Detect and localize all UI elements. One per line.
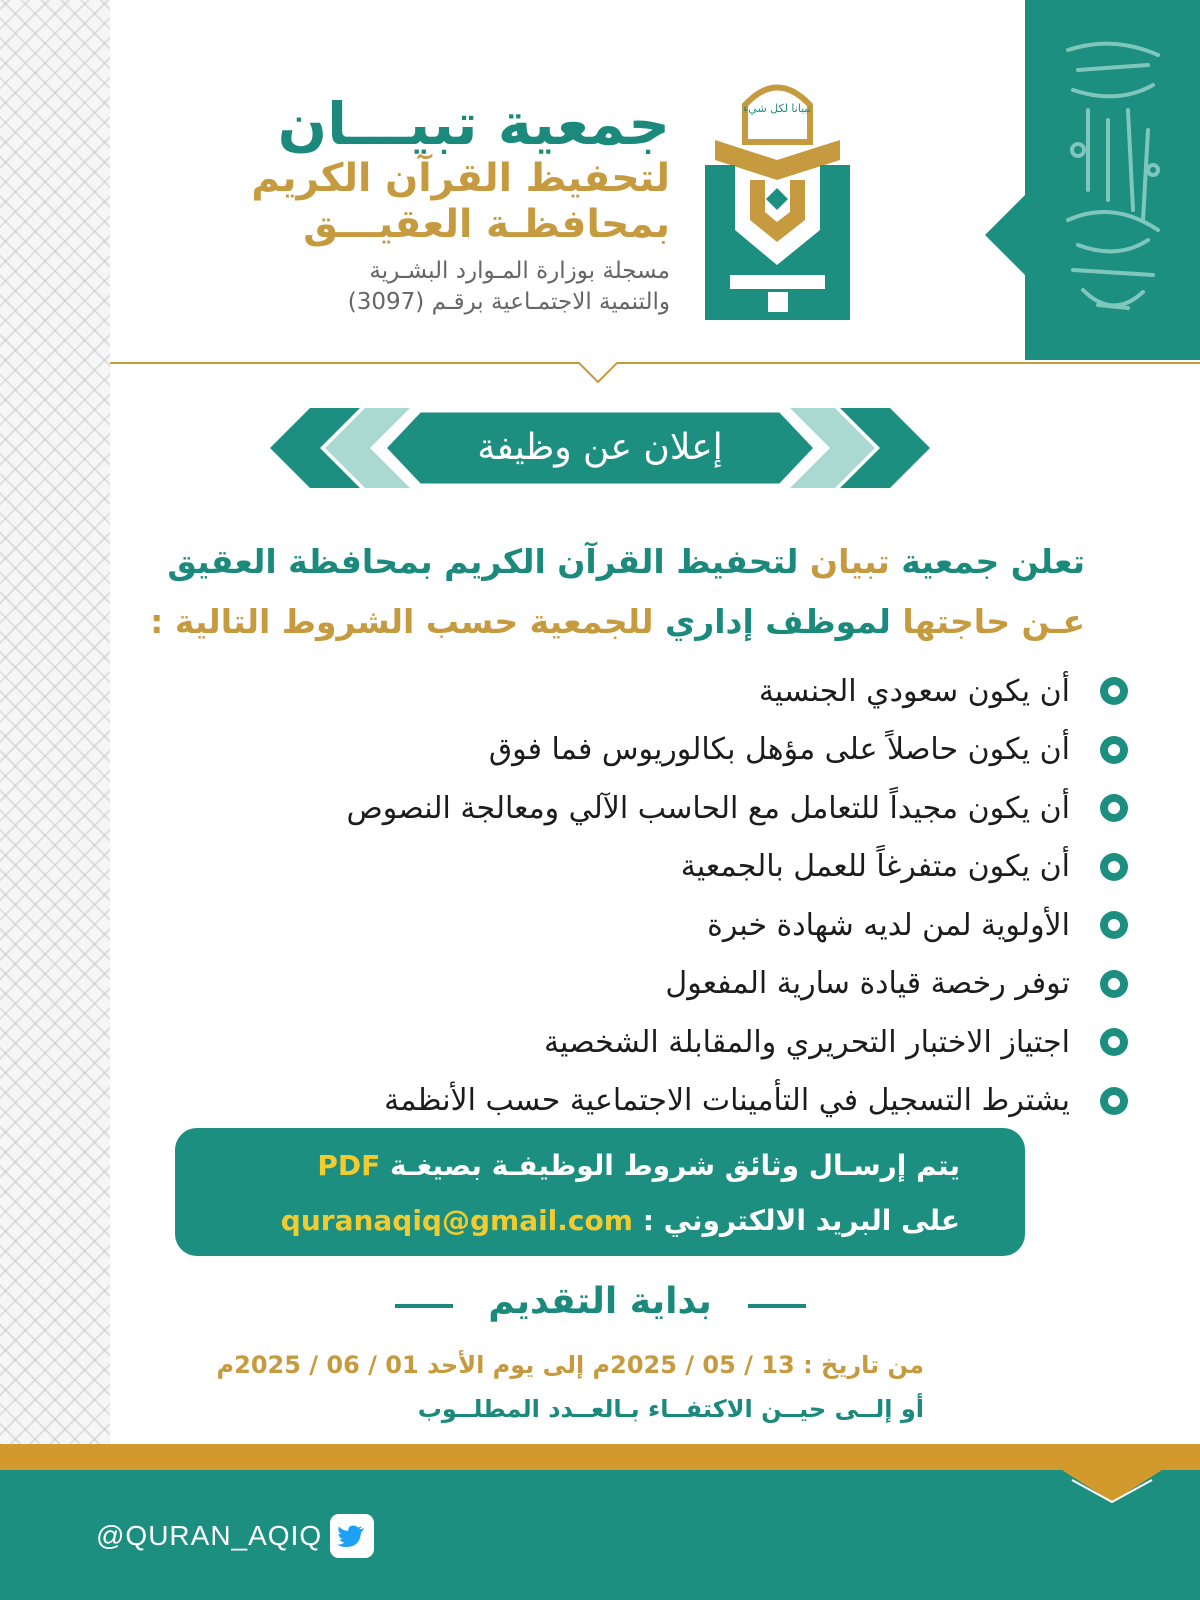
submission-line-2 xyxy=(281,1201,960,1241)
logo xyxy=(700,70,855,330)
list-item xyxy=(347,721,1128,780)
org-subtitle-1: لتحفيظ القرآن الكريم xyxy=(251,156,670,201)
intro-line-1-a: تعلن جمعية xyxy=(889,542,1085,581)
bullet-icon xyxy=(1100,970,1128,998)
divider-arrow xyxy=(578,362,618,384)
email-label: على البريد الالكتروني : xyxy=(642,1204,960,1237)
social-handle[interactable]: @QURAN_AQIQ xyxy=(96,1520,323,1551)
bullet-icon xyxy=(1100,1087,1128,1115)
intro-line-1 xyxy=(85,532,1085,592)
intro-line-2-c: للجمعية حسب الشروط التالية : xyxy=(150,602,665,641)
list-item xyxy=(347,955,1128,1014)
email-link[interactable]: quranaqiq@gmail.com xyxy=(280,1204,633,1237)
intro-line-2 xyxy=(85,592,1085,652)
bullet-icon xyxy=(1100,736,1128,764)
intro-line-1-c: لتحفيظ القرآن الكريم بمحافظة العقيق xyxy=(167,542,810,581)
requirement-text: يشترط التسجيل في التأمينات الاجتماعية حسب الأنظمة xyxy=(384,1083,1070,1119)
list-item xyxy=(347,1013,1128,1072)
intro-line-1-b: تبيان xyxy=(809,542,890,581)
list-item xyxy=(347,662,1128,721)
requirements-list xyxy=(347,662,1128,1130)
calligraphy-artwork xyxy=(1048,30,1178,330)
intro-line-2-a: عـن حاجتها xyxy=(890,602,1085,641)
intro-text xyxy=(85,532,1085,652)
bullet-icon xyxy=(1100,794,1128,822)
org-name: جمعية تبيـــان xyxy=(277,90,670,158)
divider xyxy=(110,362,1200,364)
twitter-icon[interactable] xyxy=(330,1514,374,1558)
org-header xyxy=(251,92,670,318)
bullet-icon xyxy=(1100,911,1128,939)
requirement-text: أن يكون سعودي الجنسية xyxy=(758,673,1070,709)
band-notch xyxy=(985,195,1025,275)
list-item xyxy=(347,1072,1128,1131)
requirement-text: الأولوية لمن لديه شهادة خبرة xyxy=(707,907,1070,943)
until-filled: أو إلــى حيــن الاكتفــاء بـالعــدد المطلــوب xyxy=(417,1395,924,1423)
file-format: PDF xyxy=(317,1149,381,1182)
list-item xyxy=(347,838,1128,897)
application-start-title: بداية التقديم xyxy=(488,1281,712,1322)
requirement-text: أن يكون مجيداً للتعامل مع الحاسب الآلي ومعالجة النصوص xyxy=(346,790,1070,826)
registration-line-1: مسجلة بوزارة المـوارد البشـرية xyxy=(369,258,670,284)
requirement-text: توفر رخصة قيادة سارية المفعول xyxy=(665,966,1070,1002)
requirement-text: أن يكون متفرغاً للعمل بالجمعية xyxy=(680,849,1070,885)
intro-line-2-b: لموظف إداري xyxy=(665,602,891,641)
title-dash-right xyxy=(748,1304,806,1308)
logo-text: تبيانا لكل شيء xyxy=(743,102,811,115)
org-subtitle-2: بمحافظـة العقيـــق xyxy=(303,202,670,247)
submission-line-1 xyxy=(317,1146,960,1186)
requirement-text: أن يكون حاصلاً على مؤهل بكالوريوس فما فوق xyxy=(488,732,1070,768)
date-range: من تاريخ : 13 / 05 / 2025م إلى يوم الأحد 01 / 06 / 2025م xyxy=(216,1351,924,1379)
list-item xyxy=(347,779,1128,838)
list-item xyxy=(347,896,1128,955)
decorative-pattern xyxy=(0,0,110,1445)
submission-text: يتم إرسـال وثائق شروط الوظيفـة بصيغـة xyxy=(390,1149,960,1182)
footer-notch xyxy=(1062,1470,1162,1506)
requirement-text: اجتياز الاختبار التحريري والمقابلة الشخصية xyxy=(543,1024,1070,1060)
bullet-icon xyxy=(1100,853,1128,881)
footer-stripe xyxy=(0,1444,1200,1470)
registration-line-2: والتنمية الاجتمـاعية برقـم (3097) xyxy=(347,289,670,315)
banner-title: إعلان عن وظيفة xyxy=(477,427,723,468)
bullet-icon xyxy=(1100,677,1128,705)
bullet-icon xyxy=(1100,1028,1128,1056)
